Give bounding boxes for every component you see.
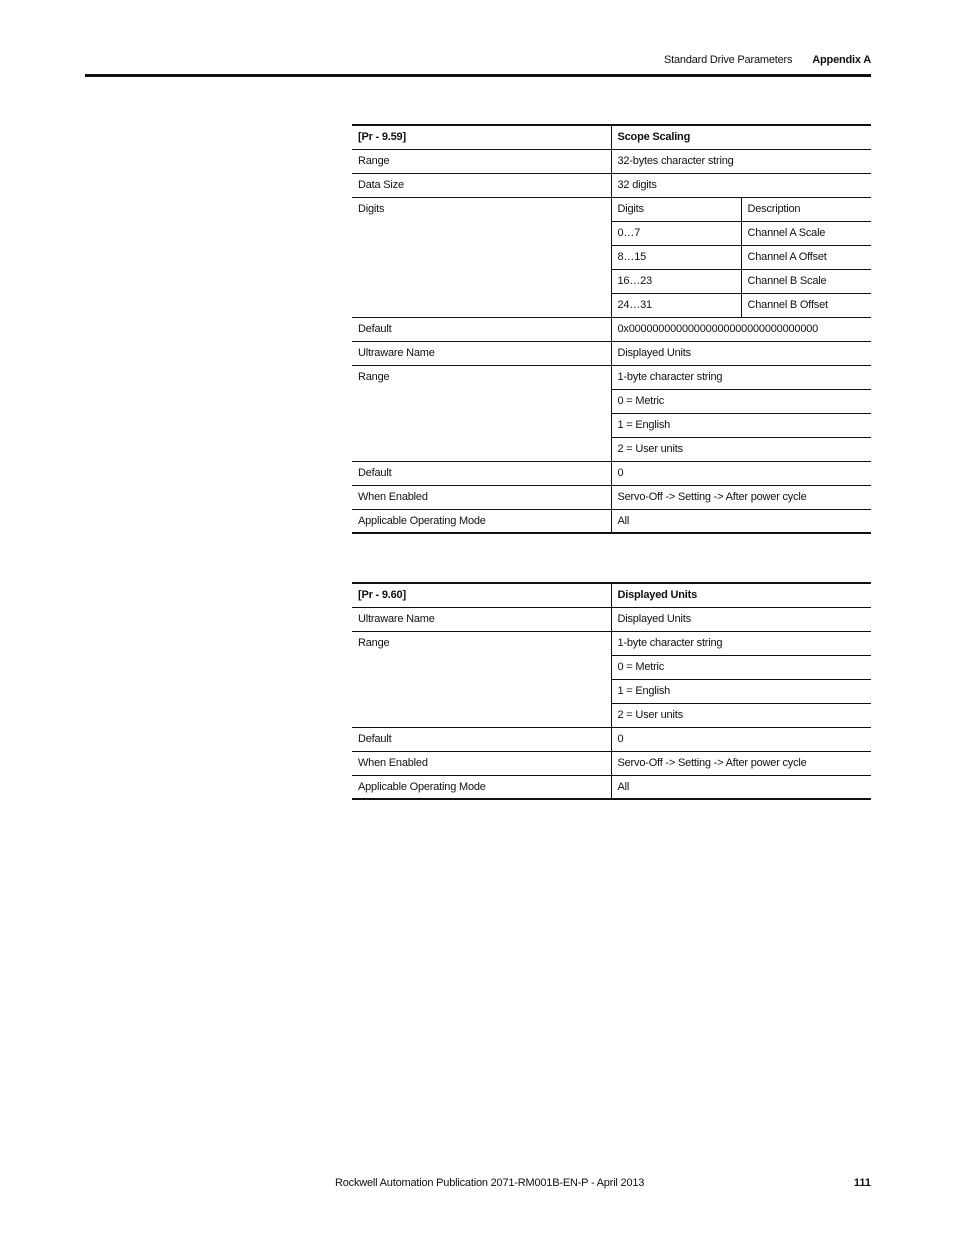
row-value: 1 = English xyxy=(611,679,871,703)
description-cell: Channel B Offset xyxy=(741,293,871,317)
row-label: Applicable Operating Mode xyxy=(352,775,611,799)
row-value: 0x00000000000000000000000000000000 xyxy=(611,317,871,341)
table-row xyxy=(352,197,871,221)
row-value: All xyxy=(611,509,871,533)
row-label: Default xyxy=(352,727,611,751)
row-label: Range xyxy=(352,631,611,727)
row-value: 1 = English xyxy=(611,413,871,437)
row-value: 32-bytes character string xyxy=(611,149,871,173)
description-cell: Channel A Offset xyxy=(741,245,871,269)
table-row xyxy=(352,341,871,365)
row-value: Servo-Off -> Setting -> After power cycle xyxy=(611,485,871,509)
row-label: When Enabled xyxy=(352,751,611,775)
table-row xyxy=(352,751,871,775)
table-row xyxy=(352,317,871,341)
description-cell: Channel B Scale xyxy=(741,269,871,293)
param-id: [Pr - 9.59] xyxy=(352,125,611,149)
row-label: Range xyxy=(352,149,611,173)
header-section: Standard Drive Parameters xyxy=(664,54,793,66)
row-label: Default xyxy=(352,317,611,341)
digits-cell: 24…31 xyxy=(611,293,741,317)
row-value: 2 = User units xyxy=(611,703,871,727)
header-appendix: Appendix A xyxy=(812,54,871,66)
row-label: Digits xyxy=(352,197,611,317)
row-value: 0 = Metric xyxy=(611,389,871,413)
parameter-table-9-60 xyxy=(352,582,871,800)
table-row xyxy=(352,727,871,751)
row-label: Data Size xyxy=(352,173,611,197)
table-row xyxy=(352,149,871,173)
table-row xyxy=(352,125,871,149)
table-row xyxy=(352,509,871,533)
param-id: [Pr - 9.60] xyxy=(352,583,611,607)
table-row xyxy=(352,583,871,607)
digits-cell: 8…15 xyxy=(611,245,741,269)
row-value: Displayed Units xyxy=(611,341,871,365)
subheader-description: Description xyxy=(741,197,871,221)
row-value: All xyxy=(611,775,871,799)
row-value: 1-byte character string xyxy=(611,631,871,655)
subheader-digits: Digits xyxy=(611,197,741,221)
description-cell: Channel A Scale xyxy=(741,221,871,245)
table-row xyxy=(352,461,871,485)
row-label: Ultraware Name xyxy=(352,607,611,631)
row-label: Ultraware Name xyxy=(352,341,611,365)
parameter-table-9-59 xyxy=(352,124,871,534)
row-value: 1-byte character string xyxy=(611,365,871,389)
table-row xyxy=(352,173,871,197)
param-name: Displayed Units xyxy=(611,583,871,607)
row-value: Servo-Off -> Setting -> After power cycle xyxy=(611,751,871,775)
header-rule xyxy=(85,74,871,77)
row-value: Displayed Units xyxy=(611,607,871,631)
row-value: 2 = User units xyxy=(611,437,871,461)
row-label: Default xyxy=(352,461,611,485)
publication-footer: Rockwell Automation Publication 2071-RM001B-EN-P - April 2013 xyxy=(335,1177,645,1189)
row-value: 0 xyxy=(611,727,871,751)
row-label: When Enabled xyxy=(352,485,611,509)
row-label: Range xyxy=(352,365,611,461)
running-header xyxy=(664,54,871,66)
param-name: Scope Scaling xyxy=(611,125,871,149)
table-row xyxy=(352,365,871,389)
table-row xyxy=(352,485,871,509)
row-value: 32 digits xyxy=(611,173,871,197)
table-row xyxy=(352,607,871,631)
table-row xyxy=(352,775,871,799)
row-value: 0 = Metric xyxy=(611,655,871,679)
digits-cell: 16…23 xyxy=(611,269,741,293)
page-number: 111 xyxy=(853,1177,871,1189)
row-label: Applicable Operating Mode xyxy=(352,509,611,533)
digits-cell: 0…7 xyxy=(611,221,741,245)
table-row xyxy=(352,631,871,655)
row-value: 0 xyxy=(611,461,871,485)
